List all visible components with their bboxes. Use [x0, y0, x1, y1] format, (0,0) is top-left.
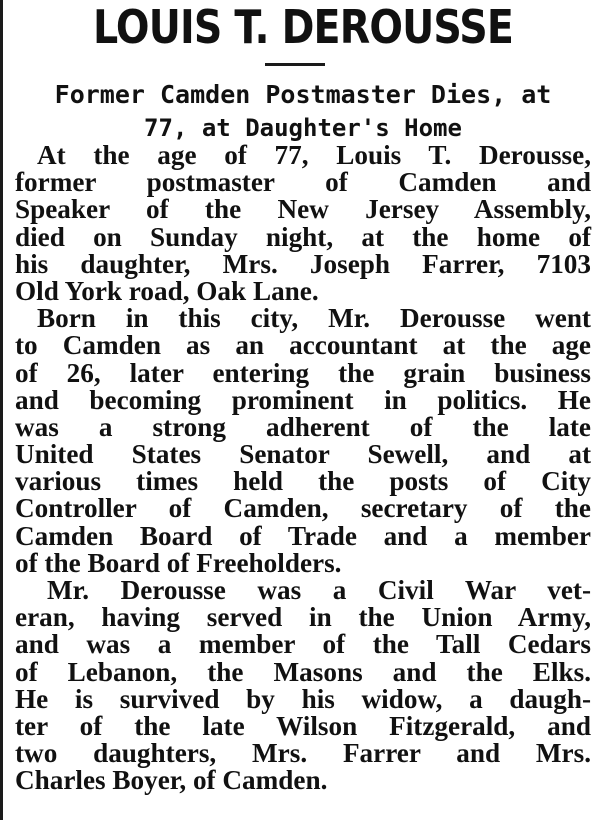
text-line: of the Board of Freeholders.: [15, 547, 342, 578]
text-line: He is survived by his widow, a daugh-: [15, 683, 591, 714]
text-line: his daughter, Mrs. Joseph Farrer, 7103: [15, 248, 591, 279]
paragraph-2: [15, 305, 591, 577]
text-line: various times held the posts of City: [15, 466, 591, 497]
text-line: and becoming prominent in politics. He: [15, 384, 591, 415]
text-line: ter of the late Wilson Fitzgerald, and: [15, 710, 591, 741]
text-line: Camden Board of Trade and a member: [15, 520, 591, 551]
text-line: was a strong adherent of the late: [15, 411, 591, 442]
text-line: Charles Boyer, of Camden.: [15, 765, 328, 796]
headline: LOUIS T. DEROUSSE: [92, 0, 514, 54]
text-line: to Camden as an accountant at the age: [15, 330, 591, 361]
text-line: of Lebanon, the Masons and the Elks.: [15, 656, 591, 687]
text-line: At the age of 77, Louis T. Derousse,: [37, 140, 591, 170]
text-line: of 26, later entering the grain business: [15, 357, 591, 388]
paragraph-1: [15, 142, 591, 305]
text-line: eran, having served in the Union Army,: [15, 602, 591, 633]
text-line: Speaker of the New Jersey Assembly,: [15, 194, 591, 225]
text-line: Mr. Derousse was a Civil War vet-: [47, 575, 591, 605]
paragraph-3: [15, 577, 591, 795]
text-line: Old York road, Oak Lane.: [15, 275, 319, 306]
text-line: died on Sunday night, at the home of: [15, 221, 591, 252]
text-line: Controller of Camden, secretary of the: [15, 493, 591, 524]
subheadline-line-1: Former Camden Postmaster Dies, at: [54, 80, 552, 109]
article-body: [15, 142, 591, 795]
text-line: Born in this city, Mr. Derousse went: [37, 303, 591, 334]
text-line: two daughters, Mrs. Farrer and Mrs.: [15, 738, 591, 769]
text-line: United States Senator Sewell, and at: [15, 439, 591, 470]
text-line: former postmaster of Camden and: [15, 167, 591, 198]
text-line: and was a member of the Tall Cedars: [15, 629, 591, 660]
subheadline-line-2: 77, at Daughter's Home: [144, 114, 462, 142]
headline-divider: [265, 63, 325, 66]
